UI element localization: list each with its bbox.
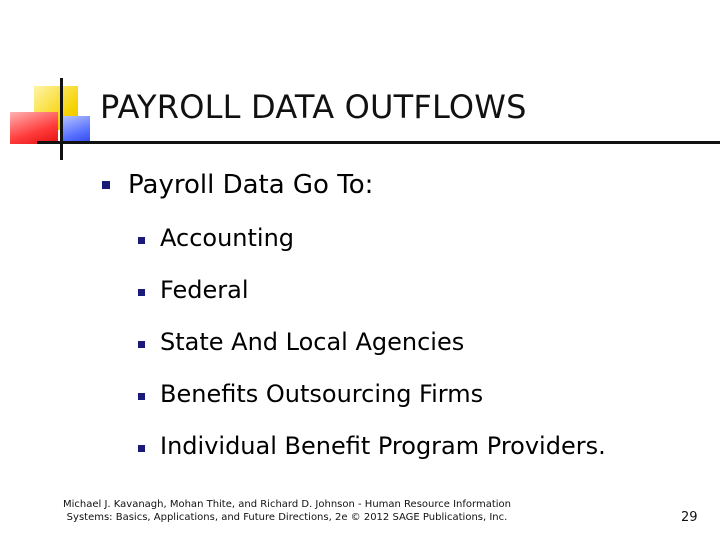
bullet-square-icon xyxy=(138,445,145,452)
bullet-square-icon xyxy=(138,237,145,244)
bullet-square-icon xyxy=(138,341,145,348)
slide-title: PAYROLL DATA OUTFLOWS xyxy=(100,88,527,126)
logo-red-square xyxy=(10,112,58,144)
sub-bullet-accounting: Accounting xyxy=(160,224,295,252)
decorative-logo xyxy=(0,0,110,170)
main-bullet-text: Payroll Data Go To: xyxy=(128,170,374,200)
bullet-square-icon xyxy=(138,289,145,296)
title-underline xyxy=(37,141,720,144)
footer-line-1: Michael J. Kavanagh, Mohan Thite, and Richard D. Johnson - Human Resource Information xyxy=(63,499,511,510)
sub-bullet-benefits-outsourcing: Benefits Outsourcing Firms xyxy=(160,380,484,408)
logo-vertical-line xyxy=(60,78,63,160)
sub-bullet-federal: Federal xyxy=(160,276,249,304)
logo-blue-square xyxy=(60,116,90,144)
bullet-square-icon xyxy=(102,181,110,189)
sub-bullet-benefit-providers: Individual Benefit Program Providers. xyxy=(160,432,606,460)
sub-bullet-state-local: State And Local Agencies xyxy=(160,328,465,356)
footer-citation xyxy=(52,498,522,524)
footer-line-2: Systems: Basics, Applications, and Future Directions, 2e © 2012 SAGE Publications, Inc. xyxy=(66,512,508,523)
page-number: 29 xyxy=(681,510,698,525)
bullet-square-icon xyxy=(138,393,145,400)
